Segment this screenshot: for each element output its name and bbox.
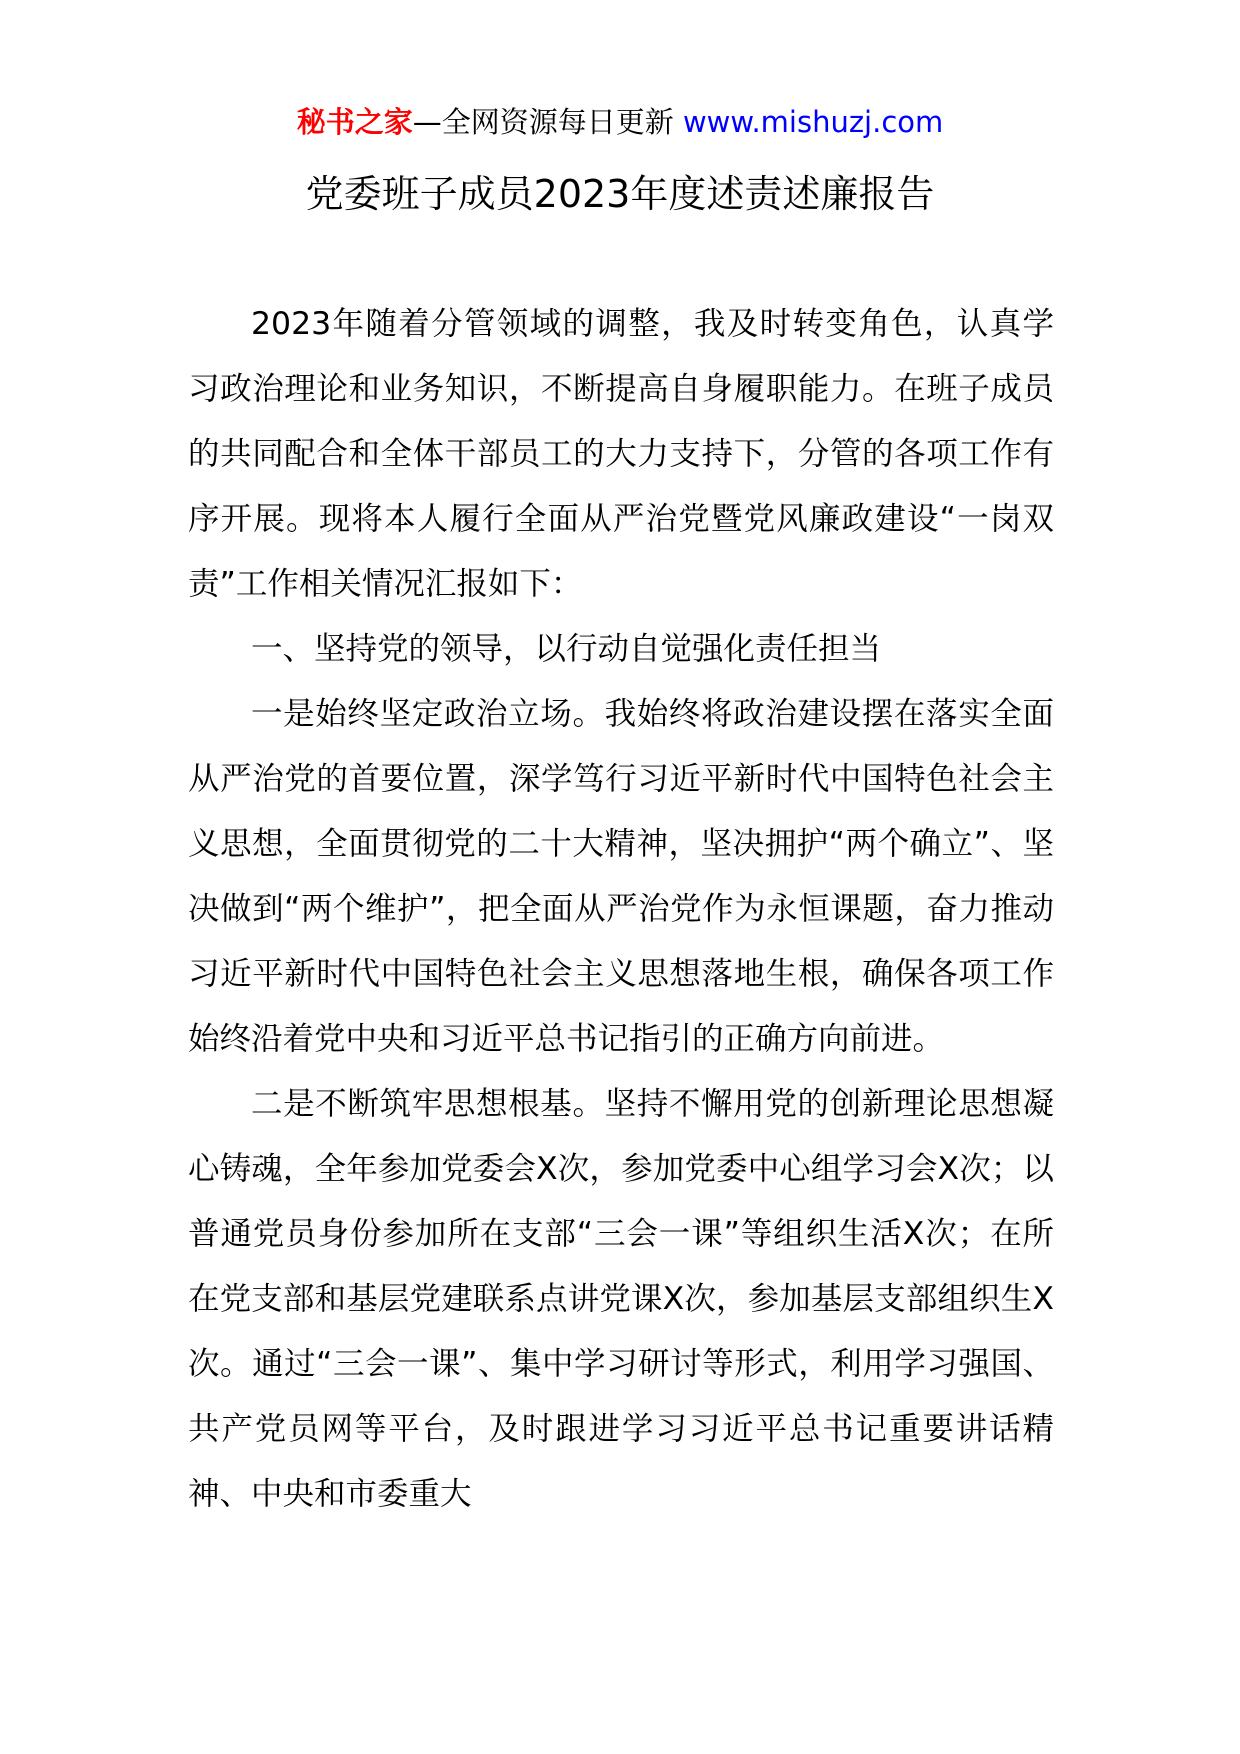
body-paragraph: 一是始终坚定政治立场。我始终将政治建设摆在落实全面从严治党的首要位置，深学笃行习近平新时代中国特色社会主义思想，全面贯彻党的二十大精神，坚决拥护“两个确立”、坚决做到“两个维护”，把全面从严治党作为永恒课题，奋力推动习近平新时代中国特色社会主义思想落地生根，确保各项工作始终沿着党中央和习近平总书记指引的正确方向前进。 bbox=[188, 696, 1054, 1057]
site-brand: 秘书之家 bbox=[296, 105, 413, 139]
intro-paragraph: 2023年随着分管领域的调整，我及时转变角色，认真学习政治理论和业务知识，不断提高自身履职能力。在班子成员的共同配合和全体干部员工的大力支持下，分管的各项工作有序开展。现将本人履行全面从严治党暨党风廉政建设“一岗双责”工作相关情况汇报如下： bbox=[188, 306, 1054, 602]
site-url: www.mishuzj.com bbox=[682, 105, 944, 139]
site-tagline: —全网资源每日更新 bbox=[412, 105, 683, 139]
document-body bbox=[188, 292, 1054, 1527]
body-paragraph: 二是不断筑牢思想根基。坚持不懈用党的创新理论思想凝心铸魂，全年参加党委会X次，参加党委中心组学习会X次；以普通党员身份参加所在支部“三会一课”等组织生活X次；在所在党支部和基层党建联系点讲党课X次，参加基层支部组织生X次。通过“三会一课”、集中学习研讨等形式，利用学习强国、共产党员网等平台，及时跟进学习习近平总书记重要讲话精神、中央和市委重大 bbox=[188, 1086, 1054, 1512]
source-header bbox=[0, 100, 1240, 144]
document-title: 党委班子成员2023年度述责述廉报告 bbox=[305, 172, 935, 216]
section-heading: 一、坚持党的领导，以行动自觉强化责任担当 bbox=[251, 631, 882, 667]
